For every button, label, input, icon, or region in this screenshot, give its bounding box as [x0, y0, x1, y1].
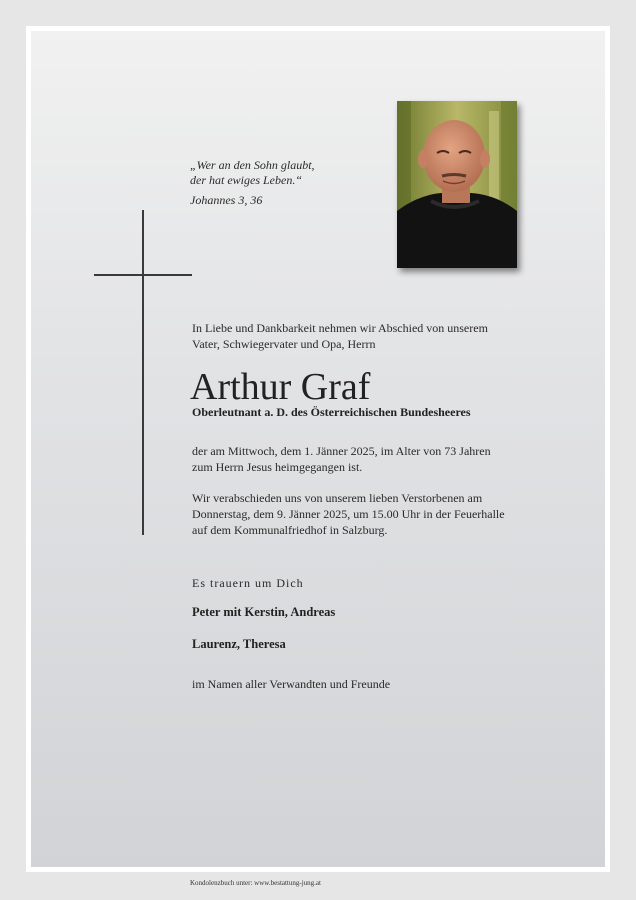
quote-line-2: der hat ewiges Leben.“ — [190, 173, 302, 187]
death-notice-line-1: der am Mittwoch, dem 1. Jänner 2025, im Alter von 73 Jahren — [192, 444, 491, 458]
mourners-closing: im Namen aller Verwandten und Freunde — [192, 677, 391, 691]
bible-quote — [190, 158, 315, 208]
intro-line-2: Vater, Schwiegervater und Opa, Herrn — [192, 337, 376, 351]
death-notice-line-2: zum Herrn Jesus heimgegangen ist. — [192, 460, 363, 474]
mourners-heading: Es trauern um Dich — [192, 576, 304, 590]
portrait-photo — [397, 101, 517, 268]
death-notice — [192, 443, 552, 475]
intro-text — [192, 320, 532, 352]
condolence-link[interactable]: Kondolenzbuch unter: www.bestattung-jung.at — [190, 879, 321, 887]
quote-source: Johannes 3, 36 — [190, 193, 263, 207]
mourners-family-1: Peter mit Kerstin, Andreas — [192, 605, 336, 619]
deceased-title: Oberleutnant a. D. des Österreichischen Bundesheeres — [192, 405, 471, 419]
funeral-line-1: Wir verabschieden uns von unserem lieben Verstorbenen am — [192, 491, 483, 505]
funeral-line-2: Donnerstag, dem 9. Jänner 2025, um 15.00 Uhr in der Feuerhalle — [192, 507, 505, 521]
portrait-image — [397, 101, 517, 268]
funeral-line-3: auf dem Kommunalfriedhof in Salzburg. — [192, 523, 388, 537]
mourners-family-2: Laurenz, Theresa — [192, 637, 286, 651]
cross-horizontal-beam — [94, 274, 192, 276]
quote-line-1: „Wer an den Sohn glaubt, — [190, 158, 315, 172]
intro-line-1: In Liebe und Dankbarkeit nehmen wir Abschied von unserem — [192, 321, 488, 335]
funeral-details — [192, 490, 552, 538]
deceased-name: Arthur Graf — [190, 366, 371, 408]
cross-vertical-beam — [142, 210, 144, 535]
